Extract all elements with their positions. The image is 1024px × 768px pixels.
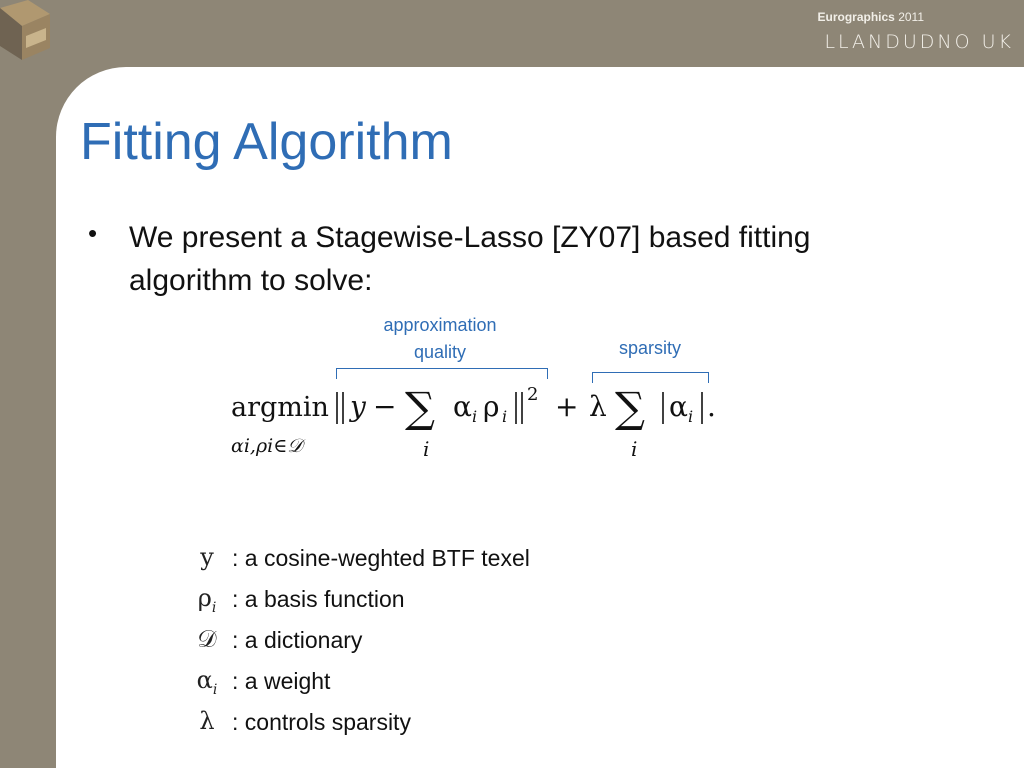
formula-alpha-sub-1: i bbox=[472, 407, 478, 426]
approximation-label-line1: approximation bbox=[383, 315, 497, 335]
formula-alpha-sub-2: i bbox=[688, 407, 694, 426]
definition-symbol-subscript: i bbox=[212, 681, 218, 698]
objective-formula bbox=[225, 376, 745, 466]
conference-logo-icon bbox=[0, 0, 50, 80]
formula-alpha-2: α bbox=[669, 390, 688, 423]
formula-minus: − bbox=[373, 390, 397, 423]
definition-text: : a dictionary bbox=[232, 627, 363, 653]
formula-sum-1: ∑ bbox=[405, 383, 435, 432]
slide-title: Fitting Algorithm bbox=[80, 113, 453, 171]
formula-argmin: argmin bbox=[231, 392, 329, 423]
definition-symbol-text: y bbox=[200, 543, 214, 571]
definition-text: : a cosine-weghted BTF texel bbox=[232, 545, 530, 571]
formula-y: y bbox=[350, 390, 366, 423]
formula-sum-2: ∑ bbox=[615, 383, 645, 432]
definition-text: : a weight bbox=[232, 668, 331, 694]
definition-symbol-text: α bbox=[196, 666, 213, 694]
definition-symbol-subscript: i bbox=[211, 599, 217, 616]
definition-symbol-text: λ bbox=[199, 707, 215, 735]
formula-rho-sub: i bbox=[502, 407, 508, 426]
formula-period: . bbox=[707, 390, 716, 423]
formula-sum-index-1: i bbox=[423, 437, 430, 461]
formula-sum-index-2: i bbox=[631, 437, 638, 461]
approximation-quality-label bbox=[365, 312, 515, 366]
bullet-text: We present a Stagewise-Lasso [ZY07] based fitting algorithm to solve: bbox=[129, 221, 811, 297]
formula-alpha-1: α bbox=[453, 390, 472, 423]
definition-symbol bbox=[190, 543, 224, 571]
sparsity-label: sparsity bbox=[618, 338, 681, 358]
definition-symbol bbox=[190, 666, 224, 698]
definition-text: : controls sparsity bbox=[232, 709, 411, 735]
conference-year: 2011 bbox=[898, 10, 924, 24]
bullet-icon: • bbox=[88, 218, 98, 248]
definition-symbol bbox=[190, 625, 224, 653]
definition-symbol-text: ρ bbox=[197, 584, 212, 612]
conference-location: LLANDUDNO UK bbox=[824, 31, 1014, 53]
definition-symbol bbox=[190, 707, 224, 735]
formula-argmin-subscript: αi,ρi∈𝒟 bbox=[231, 435, 303, 457]
definition-text: : a basis function bbox=[232, 586, 405, 612]
definition-symbol bbox=[190, 584, 224, 616]
formula-rho: ρ bbox=[483, 390, 500, 423]
formula-plus: + bbox=[555, 390, 579, 423]
formula-lambda: λ bbox=[589, 390, 607, 423]
conference-name bbox=[817, 10, 924, 24]
approximation-label-line2: quality bbox=[413, 342, 467, 362]
definition-symbol-text: 𝒟 bbox=[197, 625, 217, 653]
formula-square: 2 bbox=[527, 384, 539, 405]
conference-title: Eurographics bbox=[817, 10, 895, 24]
